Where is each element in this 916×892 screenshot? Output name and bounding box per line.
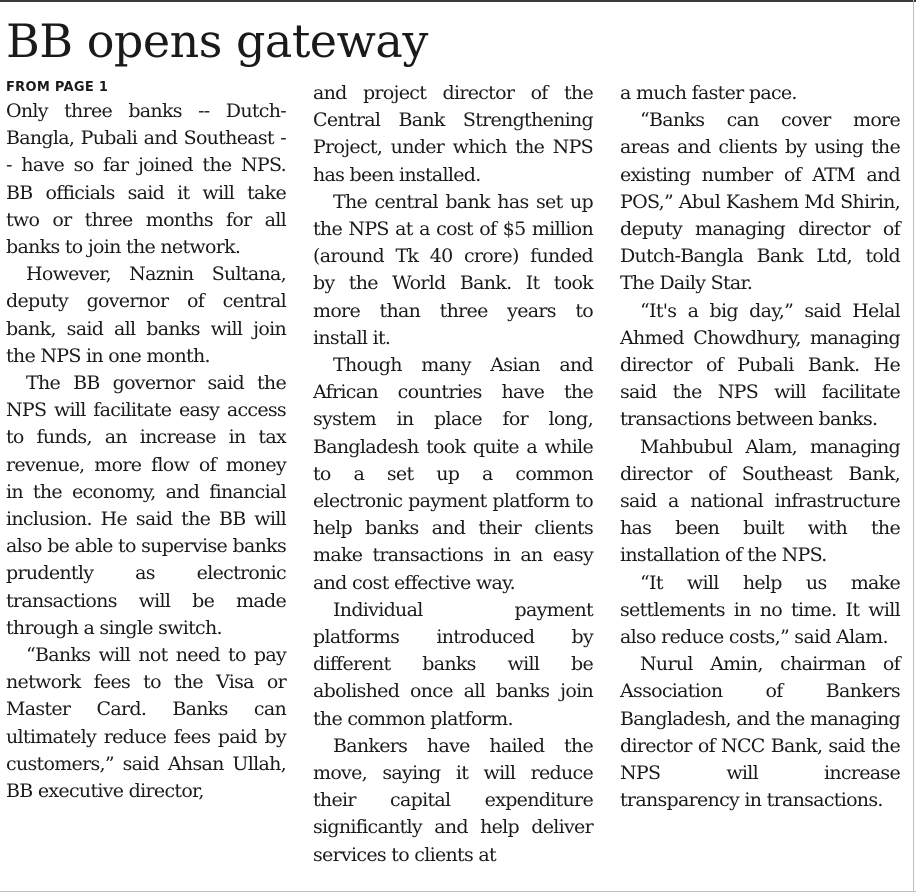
paragraph: Only three banks -- Dutch-Bangla, Pubali and Southeast -- have so far joined the NPS. BB officials said it will take two or three months for all banks to join the network.: [6, 100, 286, 259]
kicker-from-page: FROM PAGE 1: [6, 80, 109, 95]
paragraph: The BB governor said the NPS will facilitate easy access to funds, an increase in tax revenue, more flow of money in the economy, and financial inclusion. He said the BB will also be able to supervise banks prudently as electronic transactions will be made through a single switch.: [6, 372, 286, 639]
paragraph: Individual payment platforms introduced by different banks will be abolished once all banks join the common platform.: [313, 598, 593, 730]
paragraph: a much faster pace.: [620, 82, 797, 104]
right-rule: [913, 0, 914, 892]
paragraph: “Banks can cover more areas and clients by using the existing number of ATM and POS,” Abul Kashem Md Shirin, deputy managing director of Dutch-Bangla Bank Ltd, told The Daily Star.: [620, 109, 900, 295]
paragraph: Though many Asian and African countries have the system in place for long, Bangladesh took quite a while to a set up a common electronic payment platform to help banks and their clients make transactions in an easy and cost effective way.: [313, 354, 593, 594]
paragraph: and project director of the Central Bank Strengthening Project, under which the NPS has been installed.: [313, 82, 593, 186]
text-column-1: [6, 80, 286, 890]
top-rule: [0, 0, 916, 2]
text-column-3: [620, 80, 900, 890]
headline: BB opens gateway: [6, 14, 428, 68]
paragraph: However, Naznin Sultana, deputy governor of central bank, said all banks will join the NPS in one month.: [6, 263, 286, 367]
paragraph: “It will help us make settlements in no time. It will also reduce costs,” said Alam.: [620, 571, 900, 649]
paragraph: Bankers have hailed the move, saying it will reduce their capital expenditure significantly and help deliver services to clients at: [313, 734, 593, 866]
paragraph: The central bank has set up the NPS at a cost of $5 million (around Tk 40 crore) funded by the World Bank. It took more than three years to install it.: [313, 190, 593, 349]
paragraph: “It's a big day,” said Helal Ahmed Chowdhury, managing director of Pubali Bank. He said the NPS will facilitate transactions between banks.: [620, 299, 900, 431]
paragraph: Mahbubul Alam, managing director of Southeast Bank, said a national infrastructure has been built with the installation of the NPS.: [620, 435, 900, 567]
text-column-2: [313, 80, 593, 890]
paragraph: “Banks will not need to pay network fees to the Visa or Master Card. Banks can ultimately reduce fees paid by customers,” said Ahsan Ullah, BB executive director,: [6, 644, 286, 803]
paragraph: Nurul Amin, chairman of Association of Bankers Bangladesh, and the managing director of NCC Bank, said the NPS will increase transparency in transactions.: [620, 653, 900, 812]
